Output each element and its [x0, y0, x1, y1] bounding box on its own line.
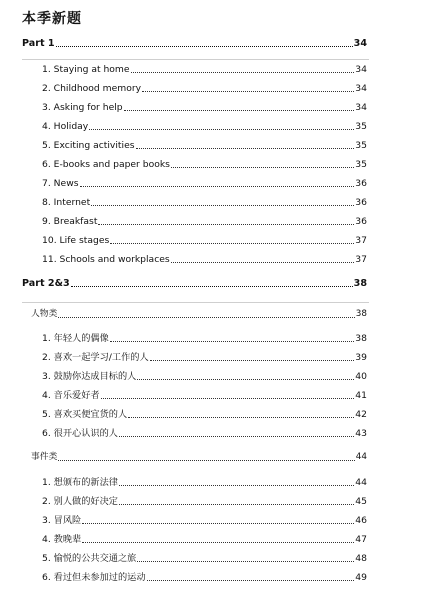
toc-entry[interactable] [42, 254, 367, 265]
toc-label: 4. 音乐爱好者 [42, 390, 100, 401]
toc-page-number: 49 [355, 572, 367, 583]
dot-leader [124, 109, 355, 111]
toc-entry[interactable] [42, 216, 367, 227]
dot-leader [89, 128, 354, 130]
toc-label: 6. E-books and paper books [42, 159, 170, 170]
dot-leader [82, 541, 354, 543]
toc-page-number: 37 [355, 235, 367, 246]
toc-page-number: 35 [355, 121, 367, 132]
dot-leader [119, 484, 354, 486]
dot-leader [82, 522, 354, 524]
toc-entry[interactable] [42, 572, 367, 583]
toc-entry[interactable] [42, 409, 367, 420]
toc-entry[interactable] [42, 64, 367, 75]
toc-entry[interactable] [42, 428, 367, 439]
toc-label: 5. Exciting activities [42, 140, 135, 151]
toc-entry[interactable] [42, 496, 367, 507]
toc-label: 1. 想颁布的新法律 [42, 477, 118, 488]
dot-leader [119, 435, 354, 437]
dot-leader [142, 90, 354, 92]
document-title: 本季新题 [22, 11, 82, 27]
toc-entry[interactable] [42, 352, 367, 363]
dot-leader [119, 503, 354, 505]
toc-entry[interactable] [42, 390, 367, 401]
toc-label: 3. 鼓励你达成目标的人 [42, 371, 137, 382]
toc-label: 8. Internet [42, 197, 91, 208]
toc-page-number: 44 [355, 477, 367, 488]
toc-label: 6. 很开心认识的人 [42, 428, 118, 439]
toc-label: 5. 喜欢买便宜货的人 [42, 409, 128, 420]
toc-label: 2. 喜欢一起学习/工作的人 [42, 352, 149, 363]
toc-page-number: 48 [355, 553, 367, 564]
dot-leader [101, 397, 355, 399]
dot-leader [131, 71, 355, 73]
dot-leader [110, 242, 354, 244]
toc-page-number: 36 [355, 216, 367, 227]
dot-leader [171, 166, 354, 168]
toc-part-heading[interactable] [22, 38, 367, 49]
toc-page-number: 43 [355, 428, 367, 439]
toc-label: 3. Asking for help [42, 102, 123, 113]
toc-page-number: 34 [355, 102, 367, 113]
toc-label: 6. 看过但未参加过的运动 [42, 572, 146, 583]
toc-page-number: 40 [355, 371, 367, 382]
toc-label: Part 2&3 [22, 278, 70, 289]
toc-label: 4. Holiday [42, 121, 89, 132]
dot-leader [136, 147, 355, 149]
dot-leader [58, 459, 354, 461]
toc-label: 1. Staying at home [42, 64, 130, 75]
toc-part-heading[interactable] [22, 278, 367, 289]
toc-page-number: 37 [355, 254, 367, 265]
toc-entry[interactable] [42, 534, 367, 545]
dot-leader [110, 340, 354, 342]
toc-page-number: 38 [355, 309, 367, 319]
toc-page-number: 34 [355, 64, 367, 75]
toc-entry[interactable] [42, 235, 367, 246]
toc-page-number: 46 [355, 515, 367, 526]
toc-page-number: 36 [355, 178, 367, 189]
dot-leader [150, 359, 355, 361]
toc-entry[interactable] [42, 515, 367, 526]
dot-leader [137, 378, 354, 380]
toc-entry[interactable] [42, 197, 367, 208]
toc-entry[interactable] [42, 178, 367, 189]
toc-page-number: 45 [355, 496, 367, 507]
toc-label: 10. Life stages [42, 235, 110, 246]
toc-page-number: 42 [355, 409, 367, 420]
toc-label: 1. 年轻人的偶像 [42, 333, 109, 344]
toc-label: 7. News [42, 178, 79, 189]
dot-leader [56, 45, 353, 47]
toc-page-number: 34 [355, 83, 367, 94]
dot-leader [71, 285, 353, 287]
toc-page-number: 35 [355, 159, 367, 170]
toc-label: 2. Childhood memory [42, 83, 142, 94]
dot-leader [58, 316, 354, 318]
dot-leader [171, 261, 355, 263]
toc-page-number: 39 [355, 352, 367, 363]
toc-label: 9. Breakfast [42, 216, 98, 227]
toc-label: 4. 教晚辈 [42, 534, 82, 545]
toc-category[interactable] [31, 309, 367, 320]
toc-label: 3. 冒风险 [42, 515, 82, 526]
toc-label: 事件类 [31, 452, 58, 462]
toc-page-number: 38 [353, 278, 367, 289]
toc-page-number: 35 [355, 140, 367, 151]
dot-leader [128, 416, 354, 418]
toc-page-number: 41 [355, 390, 367, 401]
toc-label: 11. Schools and workplaces [42, 254, 170, 265]
toc-page-number: 47 [355, 534, 367, 545]
toc-entry[interactable] [42, 371, 367, 382]
toc-label: 2. 别人做的好决定 [42, 496, 118, 507]
toc-label: Part 1 [22, 38, 55, 49]
toc-page-number: 44 [355, 452, 367, 462]
dot-leader [147, 579, 355, 581]
toc-entry[interactable] [42, 121, 367, 132]
toc-entry[interactable] [42, 553, 367, 564]
section-divider [22, 302, 369, 303]
toc-label: 5. 愉悦的公共交通之旅 [42, 553, 137, 564]
toc-page-number: 36 [355, 197, 367, 208]
dot-leader [98, 223, 354, 225]
toc-entry[interactable] [42, 83, 367, 94]
toc-entry[interactable] [42, 333, 367, 344]
toc-page-number: 38 [355, 333, 367, 344]
toc-category[interactable] [31, 452, 367, 463]
dot-leader [80, 185, 355, 187]
toc-entry[interactable] [42, 159, 367, 170]
dot-leader [91, 204, 354, 206]
toc-entry[interactable] [42, 477, 367, 488]
toc-label: 人物类 [31, 309, 58, 319]
toc-entry[interactable] [42, 102, 367, 113]
toc-entry[interactable] [42, 140, 367, 151]
toc-page-number: 34 [353, 38, 367, 49]
dot-leader [137, 560, 354, 562]
section-divider [22, 59, 369, 60]
